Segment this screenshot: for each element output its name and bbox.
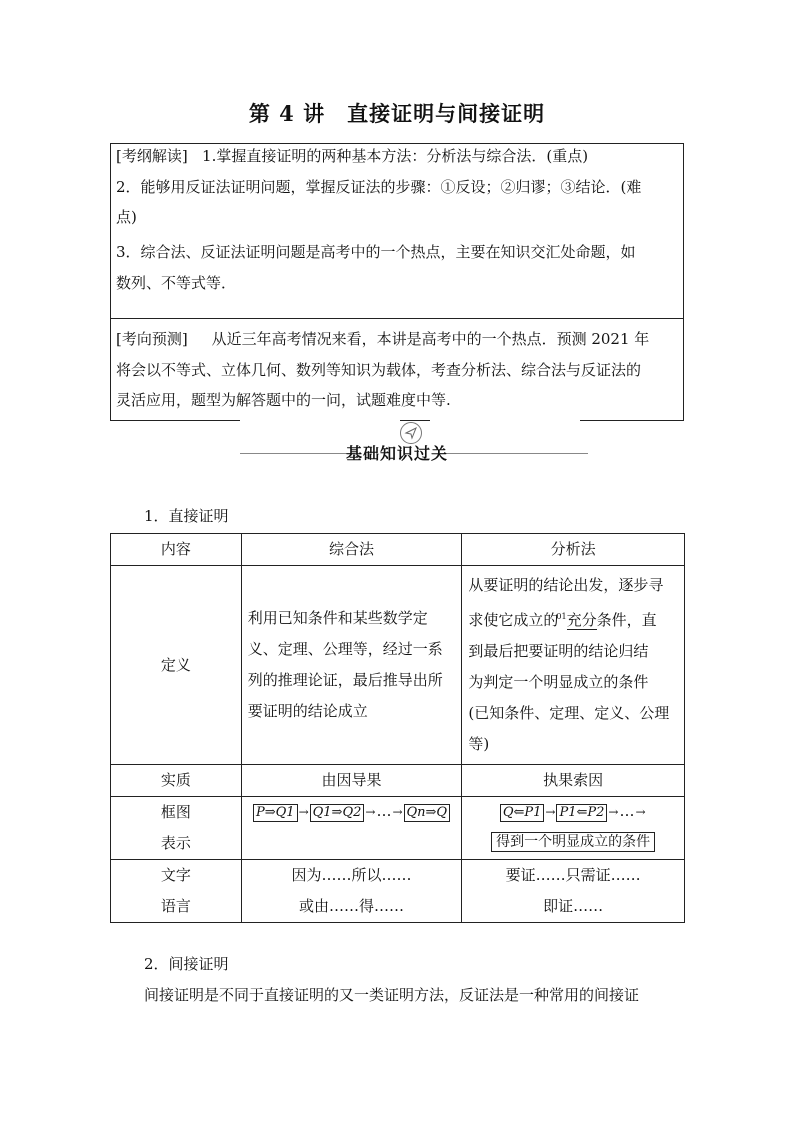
synthesis-def-line: 列的推理论证，最后推导出所 bbox=[247, 671, 443, 689]
analysis-def-line bbox=[468, 601, 680, 636]
synthesis-language bbox=[241, 860, 462, 923]
page-title: 第 4 讲 直接证明与间接证明 bbox=[248, 101, 546, 126]
table-row-language bbox=[111, 860, 685, 923]
arrow-right-icon: → bbox=[608, 805, 619, 819]
diagram-label-line: 框图 bbox=[160, 803, 191, 821]
table-row-diagram bbox=[111, 797, 685, 860]
analysis-language bbox=[462, 860, 685, 923]
synthesis-def-line: 义、定理、公理等，经过一系 bbox=[247, 640, 443, 658]
arrow-right-icon: → bbox=[635, 805, 646, 819]
outline-bottom-gap-left bbox=[240, 420, 400, 423]
reading-text-1: 1.掌握直接证明的两种基本方法：分析法与综合法．(重点) bbox=[202, 147, 589, 165]
table-row-definition bbox=[111, 566, 685, 765]
reading-line-2a: 2．能够用反证法证明问题，掌握反证法的步骤：①反设；②归谬；③结论．(难 bbox=[116, 178, 642, 196]
reading-tag: [考纲解读] bbox=[116, 147, 188, 165]
flow-goal-box: 得到一个明显成立的条件 bbox=[491, 832, 655, 852]
reading-line-1 bbox=[116, 146, 588, 166]
comparison-table bbox=[110, 533, 685, 923]
analysis-language-line: 要证……只需证…… bbox=[505, 866, 641, 884]
synthesis-def-line: 要证明的结论成立 bbox=[247, 702, 368, 720]
synthesis-flowchart bbox=[241, 797, 462, 860]
forecast-tag: [考向预测] bbox=[116, 330, 188, 348]
analysis-def-line: 等) bbox=[468, 735, 490, 753]
analysis-language-line: 即证…… bbox=[543, 897, 604, 915]
outline-divider bbox=[110, 318, 684, 319]
table-row-essence bbox=[111, 765, 685, 797]
diagram-label-line: 表示 bbox=[160, 834, 191, 852]
reading-line-2b: 点) bbox=[116, 208, 137, 226]
flow-dots: … bbox=[376, 802, 392, 820]
reading-line-3a: 3．综合法、反证法证明问题是高考中的一个热点，主要在知识交汇处命题，如 bbox=[116, 243, 636, 261]
analysis-def-line: 从要证明的结论出发，逐步寻 bbox=[468, 576, 664, 594]
arrow-right-icon: → bbox=[545, 805, 556, 819]
definition-label: 定义 bbox=[111, 566, 242, 765]
forecast-line-1 bbox=[116, 329, 649, 349]
header-analysis: 分析法 bbox=[462, 534, 685, 566]
arrow-right-icon: → bbox=[365, 805, 376, 819]
forecast-line-3: 灵活应用，题型为解答题中的一问，试题难度中等. bbox=[116, 391, 451, 409]
indirect-proof-text: 间接证明是不同于直接证明的又一类证明方法，反证法是一种常用的间接证 bbox=[144, 986, 640, 1004]
fill-blank-answer: 充分 bbox=[566, 611, 597, 629]
diagram-label bbox=[111, 797, 242, 860]
language-label-line: 文字 bbox=[160, 866, 191, 884]
analysis-def-text: 求使它成立的 bbox=[468, 611, 559, 629]
synthesis-language-line: 因为……所以…… bbox=[291, 866, 412, 884]
reading-line-3b: 数列、不等式等． bbox=[116, 274, 237, 292]
essence-label: 实质 bbox=[111, 765, 242, 797]
flow-box: P1⇐P2 bbox=[556, 804, 607, 822]
analysis-def-line: (已知条件、定理、定义、公理 bbox=[468, 704, 670, 722]
outline-bottom-gap-right bbox=[430, 420, 580, 423]
arrow-right-icon: → bbox=[392, 805, 403, 819]
synthesis-essence: 由因导果 bbox=[241, 765, 462, 797]
language-label-line: 语言 bbox=[160, 897, 191, 915]
flow-box: Qn⇒Q bbox=[404, 804, 451, 822]
flow-box: Q1⇒Q2 bbox=[310, 804, 365, 822]
analysis-flowchart bbox=[462, 797, 685, 860]
analysis-essence: 执果索因 bbox=[462, 765, 685, 797]
flow-box: Q⇐P1 bbox=[500, 804, 545, 822]
header-synthesis: 综合法 bbox=[241, 534, 462, 566]
language-label bbox=[111, 860, 242, 923]
analysis-definition bbox=[462, 566, 685, 765]
analysis-def-text: 条件，直 bbox=[596, 611, 657, 629]
synthesis-language-line: 或由……得…… bbox=[299, 897, 405, 915]
direct-proof-heading: 1．直接证明 bbox=[144, 507, 229, 525]
analysis-def-line: 到最后把要证明的结论归结 bbox=[468, 642, 649, 660]
flow-dots: … bbox=[619, 802, 635, 820]
header-content: 内容 bbox=[111, 534, 242, 566]
arrow-right-icon: → bbox=[298, 805, 309, 819]
forecast-line-2: 将会以不等式、立体几何、数列等知识为载体，考查分析法、综合法与反证法的 bbox=[116, 361, 642, 379]
analysis-def-line: 为判定一个明显成立的条件 bbox=[468, 673, 649, 691]
table-header-row bbox=[111, 534, 685, 566]
section-title: 基础知识过关 bbox=[345, 444, 448, 463]
blank-number: 01 bbox=[556, 612, 567, 621]
synthesis-definition bbox=[241, 566, 462, 765]
forecast-text-1: 从近三年高考情况来看，本讲是高考中的一个热点．预测 2021 年 bbox=[211, 330, 650, 348]
synthesis-def-line: 利用已知条件和某些数学定 bbox=[247, 609, 428, 627]
flow-box: P⇒Q1 bbox=[253, 804, 298, 822]
indirect-proof-heading: 2．间接证明 bbox=[144, 955, 229, 973]
